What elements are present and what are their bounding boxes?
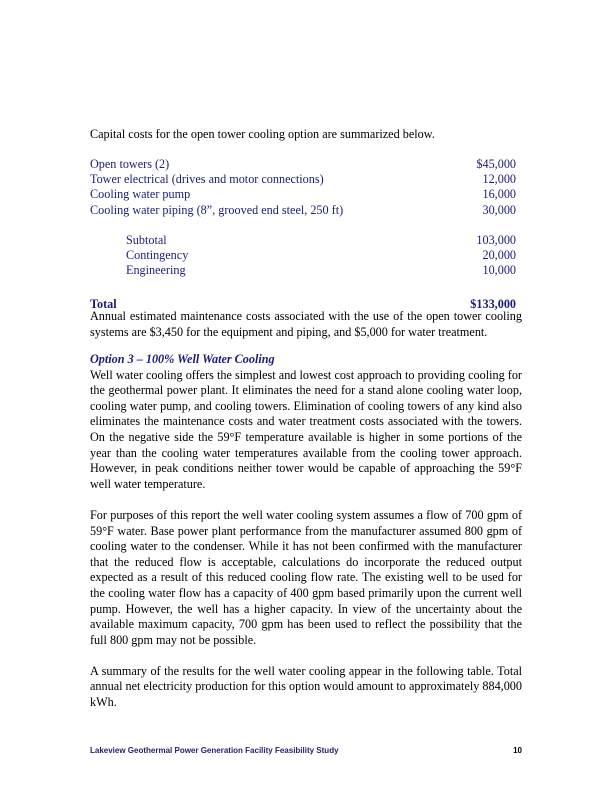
cost-label: Engineering bbox=[126, 263, 186, 278]
cost-label: Contingency bbox=[126, 248, 189, 263]
capital-cost-table bbox=[90, 157, 522, 313]
paragraph: For purposes of this report the well water cooling system assumes a flow of 700 gpm of 59°F water. Base power plant performance from the manufacturer assumed 800 gpm of cooling water to the condenser. While it has not been confirmed with the manufacturer that the reduced flow is acceptable, calculations do incorporate the reduced output expected as a result of this reduced cooling flow rate. The existing well to be used for the cooling water flow has a capacity of 400 gpm based primarily upon the current well pump. However, the well has a higher capacity. In view of the uncertainty about the available maximum capacity, 700 gpm has been used to reflect the possibility that the full 800 gpm may not be possible. bbox=[90, 507, 522, 647]
maintenance-paragraph bbox=[90, 309, 522, 340]
cost-row bbox=[90, 187, 522, 202]
total-amount: $133,000 bbox=[470, 297, 516, 312]
intro-paragraph bbox=[90, 127, 522, 143]
cost-amount: 16,000 bbox=[482, 187, 516, 202]
cost-label: Tower electrical (drives and motor connections) bbox=[90, 172, 324, 187]
cost-amount: $45,000 bbox=[476, 157, 516, 171]
cost-label: Cooling water piping (8”, grooved end steel, 250 ft) bbox=[90, 202, 344, 217]
cost-amount: 10,000 bbox=[482, 263, 516, 278]
cost-row bbox=[90, 157, 522, 172]
contingency-row bbox=[90, 248, 522, 263]
intro-text: Capital costs for the open tower cooling option are summarized below. bbox=[90, 127, 435, 141]
engineering-row bbox=[90, 263, 522, 278]
footer-title: Lakeview Geothermal Power Generation Facility Feasibility Study bbox=[90, 746, 339, 755]
cost-amount: 12,000 bbox=[482, 172, 516, 187]
cost-row bbox=[90, 172, 522, 187]
cost-amount: 20,000 bbox=[482, 248, 516, 263]
cost-label: Cooling water pump bbox=[90, 187, 191, 202]
maintenance-text: Annual estimated maintenance costs associated with the use of the open tower cooling systems are $3,450 for the equipment and piping, and $5,000 for water treatment. bbox=[90, 309, 522, 339]
cost-label: Open towers (2) bbox=[90, 157, 170, 171]
cost-amount: 103,000 bbox=[476, 232, 516, 247]
page-number: 10 bbox=[513, 746, 522, 755]
total-label: Total bbox=[90, 297, 117, 312]
paragraph: A summary of the results for the well water cooling appear in the following table. Total annual net electricity production for this option would amount to approximately 884,000 kWh. bbox=[90, 663, 522, 710]
section-heading: Option 3 – 100% Well Water Cooling bbox=[90, 352, 275, 366]
cost-amount: 30,000 bbox=[482, 202, 516, 217]
paragraph: Well water cooling offers the simplest and lowest cost approach to providing cooling for the geothermal power plant. It eliminates the need for a stand alone cooling water loop, cooling water pump, and cooling towers. Elimination of cooling towers of any kind also eliminates the maintenance costs and water treatment costs associated with the towers. On the negative side the 59°F temperature available is higher in some portions of the year than the cooling water temperatures available from the cooling tower approach. However, in peak conditions neither tower would be capable of approaching the 59°F well water temperature. bbox=[90, 367, 522, 491]
subtotal-row bbox=[90, 233, 522, 248]
cost-label: Subtotal bbox=[126, 232, 167, 247]
cost-row bbox=[90, 203, 522, 218]
option3-section bbox=[90, 352, 522, 711]
page-footer bbox=[90, 746, 522, 755]
